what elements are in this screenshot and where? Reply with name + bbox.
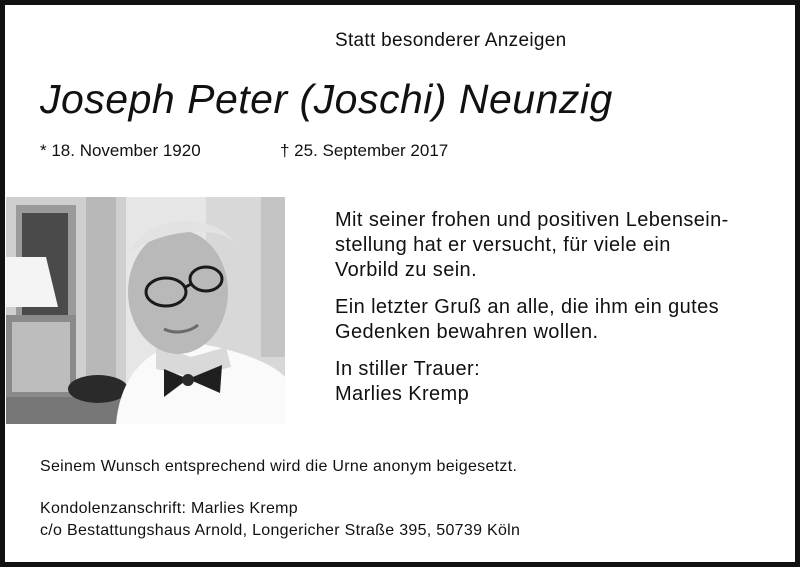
tribute-paragraph-1 — [335, 208, 775, 283]
tribute-line: stellung hat er versucht, für viele ein — [335, 234, 671, 256]
portrait-photo — [6, 197, 285, 424]
birth-date: * 18. November 1920 — [40, 141, 201, 160]
mourning-signature — [335, 357, 775, 407]
deceased-name: Joseph Peter (Joschi) Neunzig — [40, 76, 613, 122]
address-line: Kondolenzanschrift: Marlies Kremp — [40, 500, 299, 517]
address-line: c/o Bestattungshaus Arnold, Longericher Straße 395, 50739 Köln — [40, 522, 521, 539]
tribute-line: Ein letzter Gruß an alle, die ihm ein gutes — [335, 296, 720, 318]
mourning-line: In stiller Trauer: — [335, 358, 481, 380]
mourner-name: Marlies Kremp — [335, 383, 470, 405]
header-note: Statt besonderer Anzeigen — [335, 30, 567, 51]
tribute-text — [335, 208, 775, 419]
tribute-line: Mit seiner frohen und positiven Lebensein- — [335, 209, 729, 231]
tribute-paragraph-2 — [335, 295, 775, 345]
death-date: † 25. September 2017 — [280, 141, 449, 160]
condolence-address — [40, 498, 520, 542]
tribute-line: Gedenken bewahren wollen. — [335, 321, 599, 343]
tribute-line: Vorbild zu sein. — [335, 259, 478, 281]
burial-note: Seinem Wunsch entsprechend wird die Urne anonym beigesetzt. — [40, 458, 518, 475]
